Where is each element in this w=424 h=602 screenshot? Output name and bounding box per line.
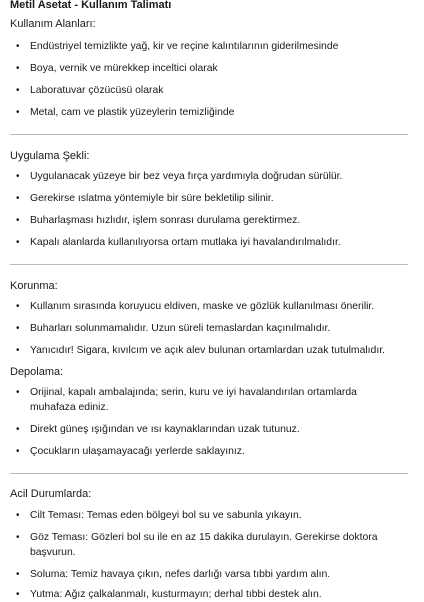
list-item-text: Direkt güneş ışığından ve ısı kaynaklarından uzak tutunuz. bbox=[30, 424, 300, 435]
bullet-icon: • bbox=[16, 387, 20, 398]
list-item-text: Gerekirse ıslatma yöntemiyle bir süre bekletilip silinir. bbox=[30, 193, 274, 204]
bullet-icon: • bbox=[16, 510, 20, 521]
list-item bbox=[10, 385, 388, 415]
list-item bbox=[10, 105, 388, 120]
list-item bbox=[10, 508, 388, 523]
bullet-icon: • bbox=[16, 532, 20, 543]
section-heading-storage: Depolama: bbox=[10, 366, 64, 378]
list-item bbox=[10, 61, 388, 76]
list-item-text: Yutma: Ağız çalkalanmalı, kusturmayın; derhal tıbbi destek alın. bbox=[30, 589, 322, 600]
list-item bbox=[10, 299, 388, 314]
list-item bbox=[10, 235, 388, 250]
bullet-icon: • bbox=[16, 446, 20, 457]
bullet-icon: • bbox=[16, 85, 20, 96]
section-heading-protection: Korunma: bbox=[10, 280, 58, 292]
section-divider bbox=[10, 473, 408, 474]
list-item-text: Endüstriyel temizlikte yağ, kir ve reçine kalıntılarının giderilmesinde bbox=[30, 41, 339, 52]
list-item-text: Çocukların ulaşamayacağı yerlerde saklayınız. bbox=[30, 446, 245, 457]
bullet-icon: • bbox=[16, 569, 20, 580]
list-item bbox=[10, 83, 388, 98]
list-item-text: Yanıcıdır! Sigara, kıvılcım ve açık alev bulunan ortamlardan uzak tutulmalıdır. bbox=[30, 345, 385, 356]
document-title: Metil Asetat - Kullanım Talimatı bbox=[10, 0, 172, 11]
list-item-text: Uygulanacak yüzeye bir bez veya fırça yardımıyla doğrudan sürülür. bbox=[30, 171, 343, 182]
list-item-text: Soluma: Temiz havaya çıkın, nefes darlığı varsa tıbbi yardım alın. bbox=[30, 569, 331, 580]
bullet-icon: • bbox=[16, 323, 20, 334]
list-item bbox=[10, 530, 388, 560]
list-item-text: Buharları solunmamalıdır. Uzun süreli temaslardan kaçınılmalıdır. bbox=[30, 323, 331, 334]
section-heading-usage-areas: Kullanım Alanları: bbox=[10, 18, 96, 30]
list-item-text: Orijinal, kapalı ambalajında; serin, kuru ve iyi havalandırılan ortamlarda muhafaza ediniz. bbox=[30, 387, 357, 413]
bullet-icon: • bbox=[16, 589, 20, 600]
bullet-icon: • bbox=[16, 301, 20, 312]
bullet-icon: • bbox=[16, 215, 20, 226]
section-heading-emergency: Acil Durumlarda: bbox=[10, 488, 92, 500]
bullet-icon: • bbox=[16, 345, 20, 356]
list-item bbox=[10, 191, 388, 206]
bullet-icon: • bbox=[16, 41, 20, 52]
section-divider bbox=[10, 264, 408, 265]
list-item-text: Metal, cam ve plastik yüzeylerin temizliğinde bbox=[30, 107, 235, 118]
bullet-icon: • bbox=[16, 63, 20, 74]
list-item bbox=[10, 39, 388, 54]
bullet-icon: • bbox=[16, 424, 20, 435]
section-divider bbox=[10, 134, 408, 135]
list-item bbox=[10, 444, 388, 459]
section-heading-application: Uygulama Şekli: bbox=[10, 150, 90, 162]
list-item-text: Göz Teması: Gözleri bol su ile en az 15 dakika durulayın. Gerekirse doktora başvurun. bbox=[30, 532, 378, 558]
bullet-icon: • bbox=[16, 237, 20, 248]
list-item bbox=[10, 422, 388, 437]
list-item bbox=[10, 343, 388, 358]
bullet-icon: • bbox=[16, 171, 20, 182]
list-item-text: Kapalı alanlarda kullanılıyorsa ortam mutlaka iyi havalandırılmalıdır. bbox=[30, 237, 341, 248]
bullet-icon: • bbox=[16, 193, 20, 204]
list-item bbox=[10, 169, 388, 184]
list-item-text: Cilt Teması: Temas eden bölgeyi bol su ve sabunla yıkayın. bbox=[30, 510, 302, 521]
list-item bbox=[10, 213, 388, 228]
list-item-text: Kullanım sırasında koruyucu eldiven, maske ve gözlük kullanılması önerilir. bbox=[30, 301, 375, 312]
bullet-icon: • bbox=[16, 107, 20, 118]
list-item bbox=[10, 567, 388, 582]
list-item-text: Laboratuvar çözücüsü olarak bbox=[30, 85, 164, 96]
list-item bbox=[10, 321, 388, 336]
list-item-text: Boya, vernik ve mürekkep inceltici olarak bbox=[30, 63, 218, 74]
list-item-text: Buharlaşması hızlıdır, işlem sonrası durulama gerektirmez. bbox=[30, 215, 301, 226]
